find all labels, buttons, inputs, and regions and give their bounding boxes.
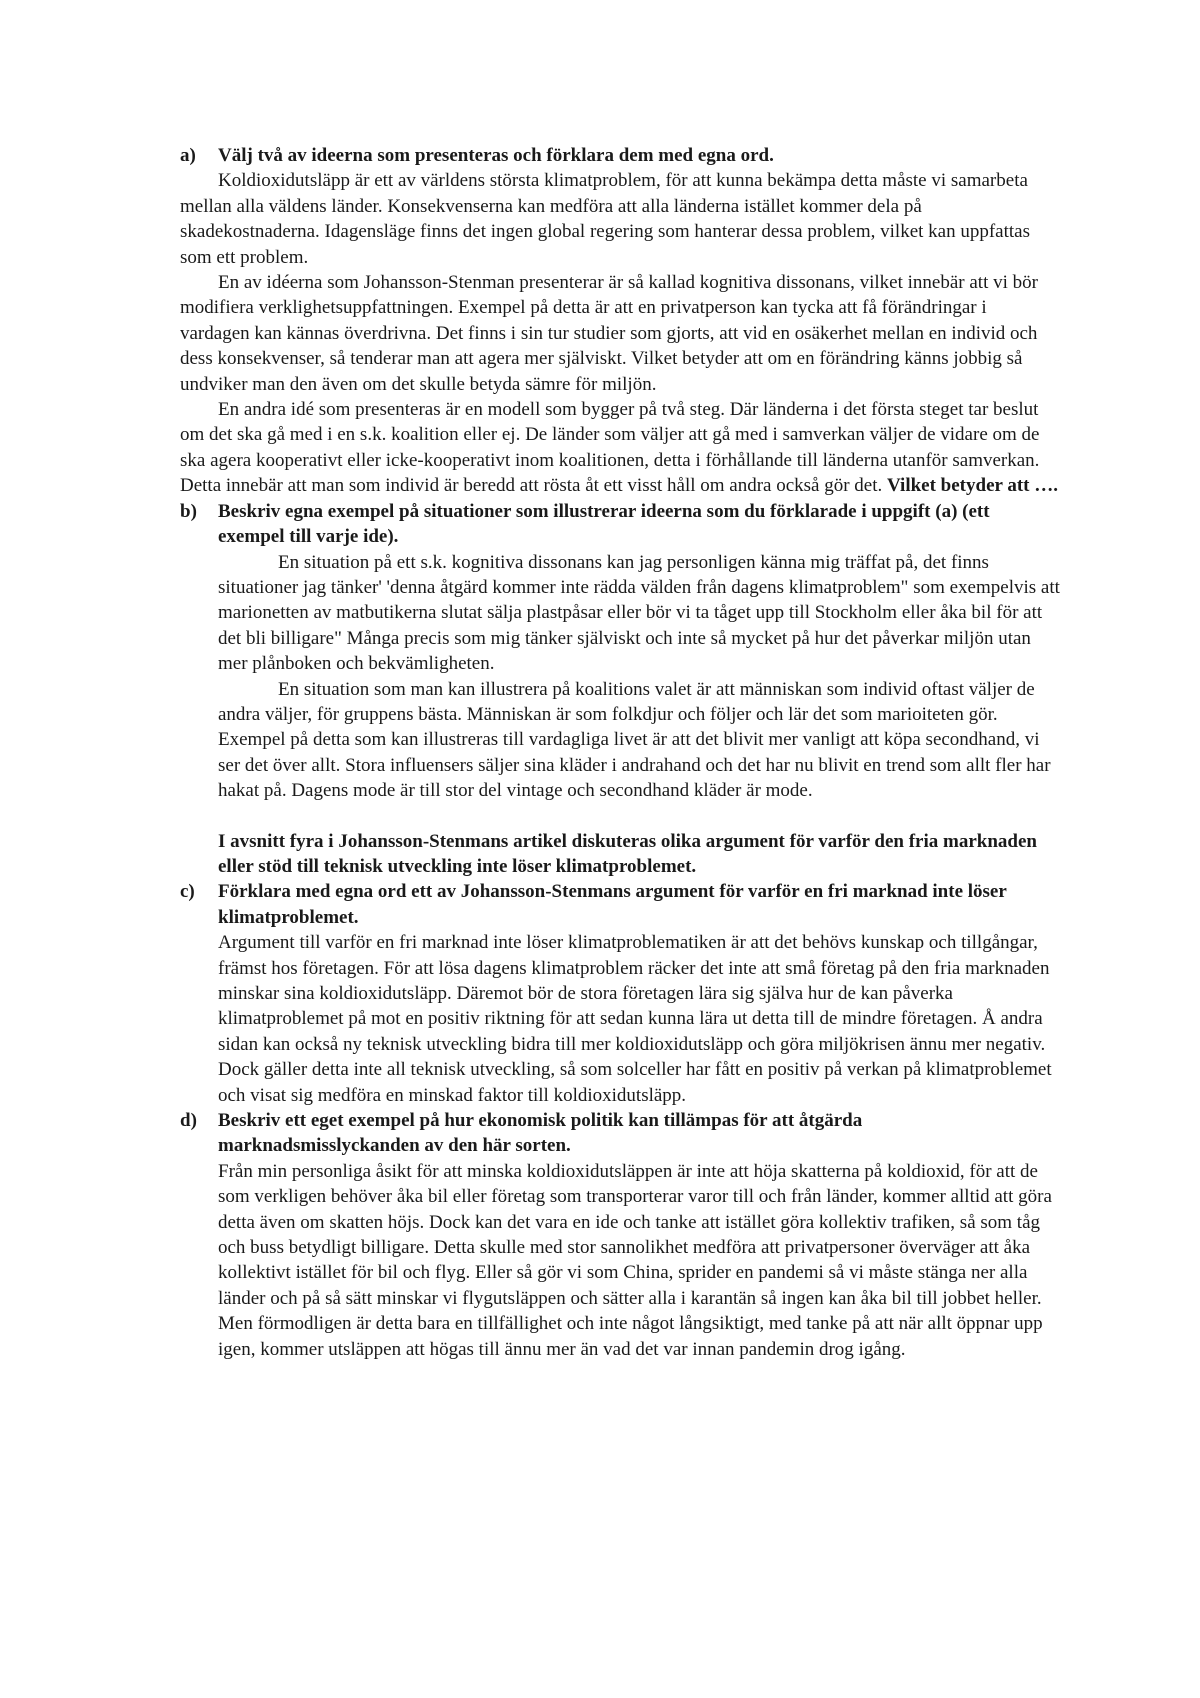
question-b-letter: b) <box>180 500 197 522</box>
question-b-heading <box>180 499 1060 550</box>
question-d-title: Beskriv ett eget exempel på hur ekonomisk politik kan tillämpas för att åtgärda marknadsmisslyckanden av den här sorten. <box>218 1110 863 1157</box>
document-body <box>180 143 1060 1362</box>
question-c-title: Förklara med egna ord ett av Johansson-Stenmans argument för varför en fri marknad inte löser klimatproblemet. <box>218 881 1007 928</box>
question-a-paragraph-3 <box>180 397 1060 499</box>
question-b-title: Beskriv egna exempel på situationer som illustrerar ideerna som du förklarade i uppgift (a) (ett exempel till varje ide). <box>218 500 990 548</box>
question-c-answer-text: Argument till varför en fri marknad inte löser klimatproblematiken är att det behövs kunskap och tillgångar, främst hos företagen. För att lösa dagens klimatproblem räcker det inte att små företag på den fria marknaden minskar sina koldioxidutsläpp. Däremot bör de stora företagen lära sig själva hur de kan påverka klimatproblemet på mot en positiv riktning för att sedan kunna lära ut detta till de mindre företagen. Å andra sidan kan också ny teknisk utveckling bidra till mer koldioxidutsläpp och göra miljökrisen ännu mer negativ. Dock gäller detta inte all teknisk utveckling, så som solceller har fått en positiv på verkan på klimatproblemet och visat sig medföra en minskad faktor till koldioxidutsläpp. <box>218 932 1052 1106</box>
question-a-paragraph-2: En av idéerna som Johansson-Stenman presenterar är så kallad kognitiva dissonans, vilket innebär att vi bör modifiera verklighetsuppfattningen. Exempel på detta är att en privatperson kan tycka att få förändringar i vardagen kan kännas överdrivna. Det finns i sin tur studier som gjorts, att vid en osäkerhet mellan en individ och dess konsekvenser, så tenderar man att agera mer själviskt. Vilket betyder att om en förändring känns jobbig så undviker man den även om det skulle betyda sämre för miljön. <box>180 272 1038 395</box>
question-b-paragraph-2: En situation som man kan illustrera på koalitions valet är att människan som individ oftast väljer de andra väljer, för gruppens bästa. Människan är som folkdjur och följer och lär det som marioiteten gör. Exempel på detta som kan illustreras till vardagliga livet är att det blivit mer vanligt att köpa secondhand, vi ser det över allt. Stora influensers säljer sina kläder i andrahand och det har nu blivit en trend som allt fler har hakat på. Dagens mode är till stor del vintage och secondhand kläder är mode. <box>218 678 1051 802</box>
question-a-title: Välj två av ideerna som presenteras och förklara dem med egna ord. <box>218 145 774 166</box>
question-a-letter: a) <box>180 145 196 166</box>
question-d-letter: d) <box>180 1110 197 1132</box>
question-c-answer <box>218 930 1060 1108</box>
section-spacer <box>180 804 1060 829</box>
question-b-answer <box>218 550 1060 804</box>
question-a-paragraph-3-text: En andra idé som presenteras är en modell som bygger på två steg. Där länderna i det första steget tar beslut om det ska gå med i en s.k. koalition eller ej. De länder som väljer att gå med i samverkan väljer de vidare om de ska agera kooperativt eller icke-kooperativt inom koalitionen, detta i förhållande till länderna utanför samverkan. Detta innebär att man som individ är beredd att rösta åt ett visst håll om andra också gör det. <box>180 399 1040 497</box>
question-d-answer <box>218 1159 1060 1362</box>
question-a-paragraph-1: Koldioxidutsläpp är ett av världens största klimatproblem, för att kunna bekämpa detta måste vi samarbeta mellan alla väldens länder. Konsekvenserna kan medföra att alla länderna istället kommer dela på skadekostnaderna. Idagensläge finns det ingen global regering som hanterar dessa problem, vilket kan uppfattas som ett problem. <box>180 170 1030 268</box>
question-d-heading <box>180 1108 1060 1159</box>
question-c-heading <box>180 879 1060 930</box>
question-a-heading <box>180 143 1060 168</box>
question-c-letter: c) <box>180 881 195 903</box>
question-d-answer-text: Från min personliga åsikt för att minska koldioxidutsläppen är inte att höja skatterna på koldioxid, för att de som verkligen behöver åka bil eller företag som transporterar varor till och från länder, kommer alltid att göra detta även om skatten höjs. Dock kan det vara en ide och tanke att istället göra kollektiv trafiken, så som tåg och buss betydligt billigare. Detta skulle med stor sannolikhet medföra att privatpersoner överväger att åka kollektivt istället för bil och flyg. Eller så gör vi som China, sprider en pandemi så vi måste stänga ner alla länder och på så sätt minskar vi flygutsläppen och sätter alla i karantän så ingen kan åka bil till jobbet heller. Men förmodligen är detta bara en tillfällighet och inte något långsiktigt, med tanke på att när allt öppnar upp igen, kommer utsläppen att högas till ännu mer än vad det var innan pandemin drog igång. <box>218 1160 1052 1360</box>
question-b-paragraph-1: En situation på ett s.k. kognitiva dissonans kan jag personligen känna mig träffat på, det finns situationer jag tänker' 'denna åtgärd kommer inte rädda välden från dagens klimatproblem" som exempelvis att marionetten av matbutikerna slutat sälja plastpåsar eller bör vi ta tåget upp till Stockholm eller åka bil för att det bli billigare" Många precis som mig tänker själviskt och inte så mycket på hur det påverkar miljön utan mer plånboken och bekvämligheten. <box>218 551 1060 675</box>
section-intro: I avsnitt fyra i Johansson-Stenmans artikel diskuteras olika argument för varför den fria marknaden eller stöd till teknisk utveckling inte löser klimatproblemet. <box>218 830 1037 877</box>
question-a-paragraph-3-bold: Vilket betyder att …. <box>887 475 1059 497</box>
